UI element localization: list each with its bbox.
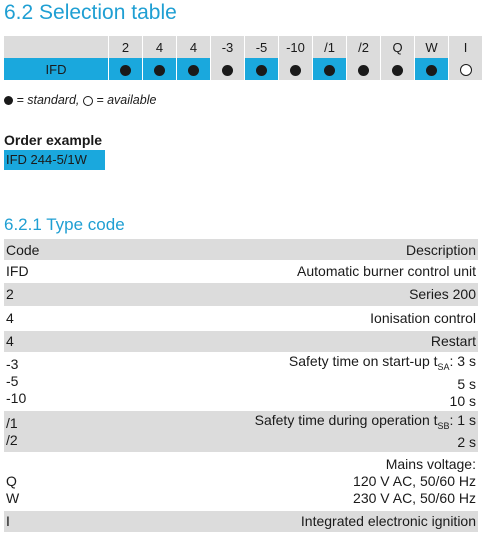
header-description: Description bbox=[405, 242, 476, 258]
header-code: Code bbox=[6, 242, 40, 258]
selection-cell bbox=[449, 58, 483, 80]
code-line: /2 bbox=[6, 431, 18, 448]
filled-dot-icon bbox=[256, 65, 267, 76]
type-code-row bbox=[4, 331, 478, 353]
selection-cell bbox=[313, 58, 347, 80]
filled-dot-icon bbox=[426, 65, 437, 76]
code-line: -5 bbox=[6, 373, 19, 389]
description-line: Integrated electronic ignition bbox=[300, 513, 476, 529]
filled-dot-icon bbox=[290, 65, 301, 76]
type-code bbox=[6, 456, 19, 507]
legend-standard: = standard, bbox=[13, 93, 83, 107]
type-code-row bbox=[4, 453, 478, 511]
selection-column-header: 4 bbox=[177, 36, 211, 58]
selection-column-header: 2 bbox=[109, 36, 143, 58]
description-line: Restart bbox=[430, 333, 476, 349]
type-description bbox=[370, 310, 476, 327]
description-line: 120 V AC, 50/60 Hz bbox=[353, 473, 476, 489]
code-line: /1 bbox=[6, 414, 18, 431]
type-code-header bbox=[4, 239, 478, 261]
selection-cell bbox=[177, 58, 211, 80]
description-line: 5 s bbox=[457, 375, 476, 392]
selection-cell bbox=[347, 58, 381, 80]
open-circle-icon bbox=[460, 64, 472, 76]
filled-dot-icon bbox=[392, 65, 403, 76]
selection-cell bbox=[109, 58, 143, 80]
selection-column-header: Q bbox=[381, 36, 415, 58]
code-line: W bbox=[6, 490, 20, 506]
type-description bbox=[301, 513, 476, 530]
description-line: Mains voltage: bbox=[385, 456, 476, 472]
type-description bbox=[289, 353, 476, 410]
selection-column-header: 4 bbox=[143, 36, 177, 58]
selection-column-header: -5 bbox=[245, 36, 279, 58]
selection-column-header: W bbox=[415, 36, 449, 58]
type-code bbox=[6, 356, 26, 407]
type-code bbox=[6, 286, 14, 303]
type-code-row bbox=[4, 283, 478, 307]
code-line: -3 bbox=[6, 356, 19, 372]
type-code-row bbox=[4, 511, 478, 533]
selection-cell bbox=[211, 58, 245, 80]
description-line: 230 V AC, 50/60 Hz bbox=[353, 490, 476, 506]
type-code-table bbox=[4, 239, 478, 533]
type-code bbox=[6, 513, 10, 530]
selection-cell bbox=[381, 58, 415, 80]
code-line: Q bbox=[6, 473, 17, 489]
selection-cell bbox=[245, 58, 279, 80]
type-description bbox=[431, 333, 476, 350]
type-code-row bbox=[4, 307, 478, 331]
order-example-value: IFD 244-5/1W bbox=[4, 150, 105, 170]
code-line bbox=[6, 456, 19, 473]
selection-column-header: /2 bbox=[347, 36, 381, 58]
selection-cell bbox=[143, 58, 177, 80]
selection-column-header: I bbox=[449, 36, 483, 58]
code-line: 4 bbox=[6, 310, 14, 326]
selection-value-row bbox=[4, 58, 482, 80]
type-code bbox=[6, 263, 29, 280]
selection-column-header: /1 bbox=[313, 36, 347, 58]
filled-dot-icon bbox=[120, 65, 131, 76]
type-code bbox=[6, 310, 14, 327]
description-line: Safety time on start-up $t_{SA}$: 3 s bbox=[288, 353, 476, 372]
filled-dot-icon bbox=[358, 65, 369, 76]
description-line: Automatic burner control unit bbox=[297, 263, 476, 279]
type-code bbox=[6, 333, 14, 350]
description-line: 2 s bbox=[457, 434, 476, 451]
type-code-row bbox=[4, 261, 478, 283]
type-description bbox=[255, 412, 476, 452]
filled-dot-icon bbox=[222, 65, 233, 76]
type-description bbox=[353, 456, 476, 507]
order-example-label: Order example bbox=[4, 132, 103, 148]
type-code-title: 6.2.1 Type code bbox=[4, 215, 125, 234]
code-line: I bbox=[6, 513, 10, 529]
selection-cell bbox=[279, 58, 313, 80]
open-circle-icon bbox=[83, 96, 93, 106]
filled-dot-icon bbox=[324, 65, 335, 76]
type-code-row bbox=[4, 353, 478, 411]
legend-available: = available bbox=[92, 93, 157, 107]
legend bbox=[4, 93, 156, 107]
selection-table bbox=[4, 36, 482, 80]
code-line: -10 bbox=[6, 390, 27, 406]
description-line: 10 s bbox=[449, 392, 476, 409]
description-line: Safety time during operation $t_{SB}$: 1 s bbox=[254, 411, 476, 431]
filled-dot-icon bbox=[154, 65, 165, 76]
section-title: 6.2 Selection table bbox=[4, 1, 177, 24]
selection-column-header: -3 bbox=[211, 36, 245, 58]
code-line: IFD bbox=[6, 263, 29, 279]
filled-dot-icon bbox=[188, 65, 199, 76]
type-description bbox=[297, 263, 476, 280]
type-description bbox=[409, 286, 476, 303]
selection-cell bbox=[415, 58, 449, 80]
type-code-row bbox=[4, 411, 478, 453]
code-line: 4 bbox=[6, 333, 14, 349]
type-code bbox=[6, 415, 18, 449]
selection-column-header: -10 bbox=[279, 36, 313, 58]
code-line: 2 bbox=[6, 286, 14, 302]
description-line: Ionisation control bbox=[370, 310, 476, 326]
description-line: Series 200 bbox=[409, 286, 476, 302]
filled-dot-icon bbox=[4, 96, 13, 105]
selection-row-label: IFD bbox=[4, 58, 109, 80]
selection-header-row bbox=[4, 36, 482, 58]
